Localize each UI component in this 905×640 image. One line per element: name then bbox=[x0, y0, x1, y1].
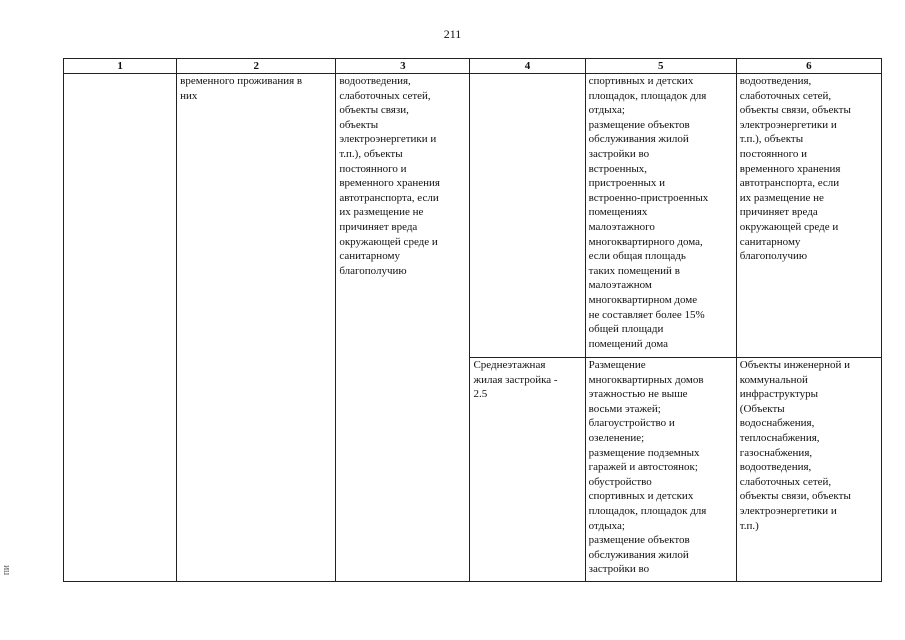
column-header-5: 5 bbox=[585, 59, 736, 74]
table-header-row bbox=[64, 59, 882, 74]
column-header-6: 6 bbox=[736, 59, 881, 74]
column-header-1: 1 bbox=[64, 59, 177, 74]
cell-text: Объекты инженерной и коммунальной инфраструктуры (Объекты водоснабжения, теплоснабжения, газоснабжения, водоотведения, слаботочных сетей, объекты связи, объекты электроэнергетики и т.п.) bbox=[739, 359, 851, 532]
cell-col4 bbox=[470, 74, 585, 358]
table-row bbox=[64, 74, 882, 358]
cell-text: водоотведения, слаботочных сетей, объекты связи, объекты электроэнергетики и т.п.), объекты постоянного и временного хранения автотранспорта, если их размещение не причиняет вреда окружающей среде и санитарному благополучию bbox=[739, 75, 851, 263]
cell-col3 bbox=[336, 74, 470, 582]
cell-col5 bbox=[585, 358, 736, 582]
cell-col6 bbox=[736, 74, 881, 358]
cell-col1 bbox=[64, 74, 177, 582]
column-header-3: 3 bbox=[336, 59, 470, 74]
page-number: 211 bbox=[443, 27, 462, 41]
cell-col4 bbox=[470, 358, 585, 582]
cell-col6 bbox=[736, 358, 881, 582]
column-header-2: 2 bbox=[177, 59, 336, 74]
cell-text: спортивных и детских площадок, площадок для отдыха; размещение объектов обслуживания жилой застройки во встроенных, пристроенных и встроенно-пристроенных помещениях малоэтажного многоквартирного дома, если общая площадь таких помещений в малоэтажном многоквартирном доме не составляет более 15% общей площади помещений дома bbox=[588, 75, 709, 350]
margin-mark: ПИ bbox=[3, 565, 11, 576]
cell-text: водоотведения, слаботочных сетей, объекты связи, объекты электроэнергетики и т.п.), объекты постоянного и временного хранения автотранспорта, если их размещение не причиняет вреда окружающей среде и санитарному благополучию bbox=[339, 75, 440, 277]
column-header-4: 4 bbox=[470, 59, 585, 74]
cell-col2 bbox=[177, 74, 336, 582]
cell-text: Размещение многоквартирных домов этажностью не выше восьми этажей; благоустройство и озеленение; размещение подземных гаражей и автостоянок; обустройство спортивных и детских площадок, площадок для отдыха; размещение объектов обслуживания жилой застройки во bbox=[588, 359, 707, 576]
cell-text: временного проживания в них bbox=[180, 75, 303, 102]
cell-text: Среднеэтажная жилая застройка - 2.5 bbox=[473, 359, 558, 401]
zoning-table bbox=[63, 58, 882, 582]
cell-col5 bbox=[585, 74, 736, 358]
